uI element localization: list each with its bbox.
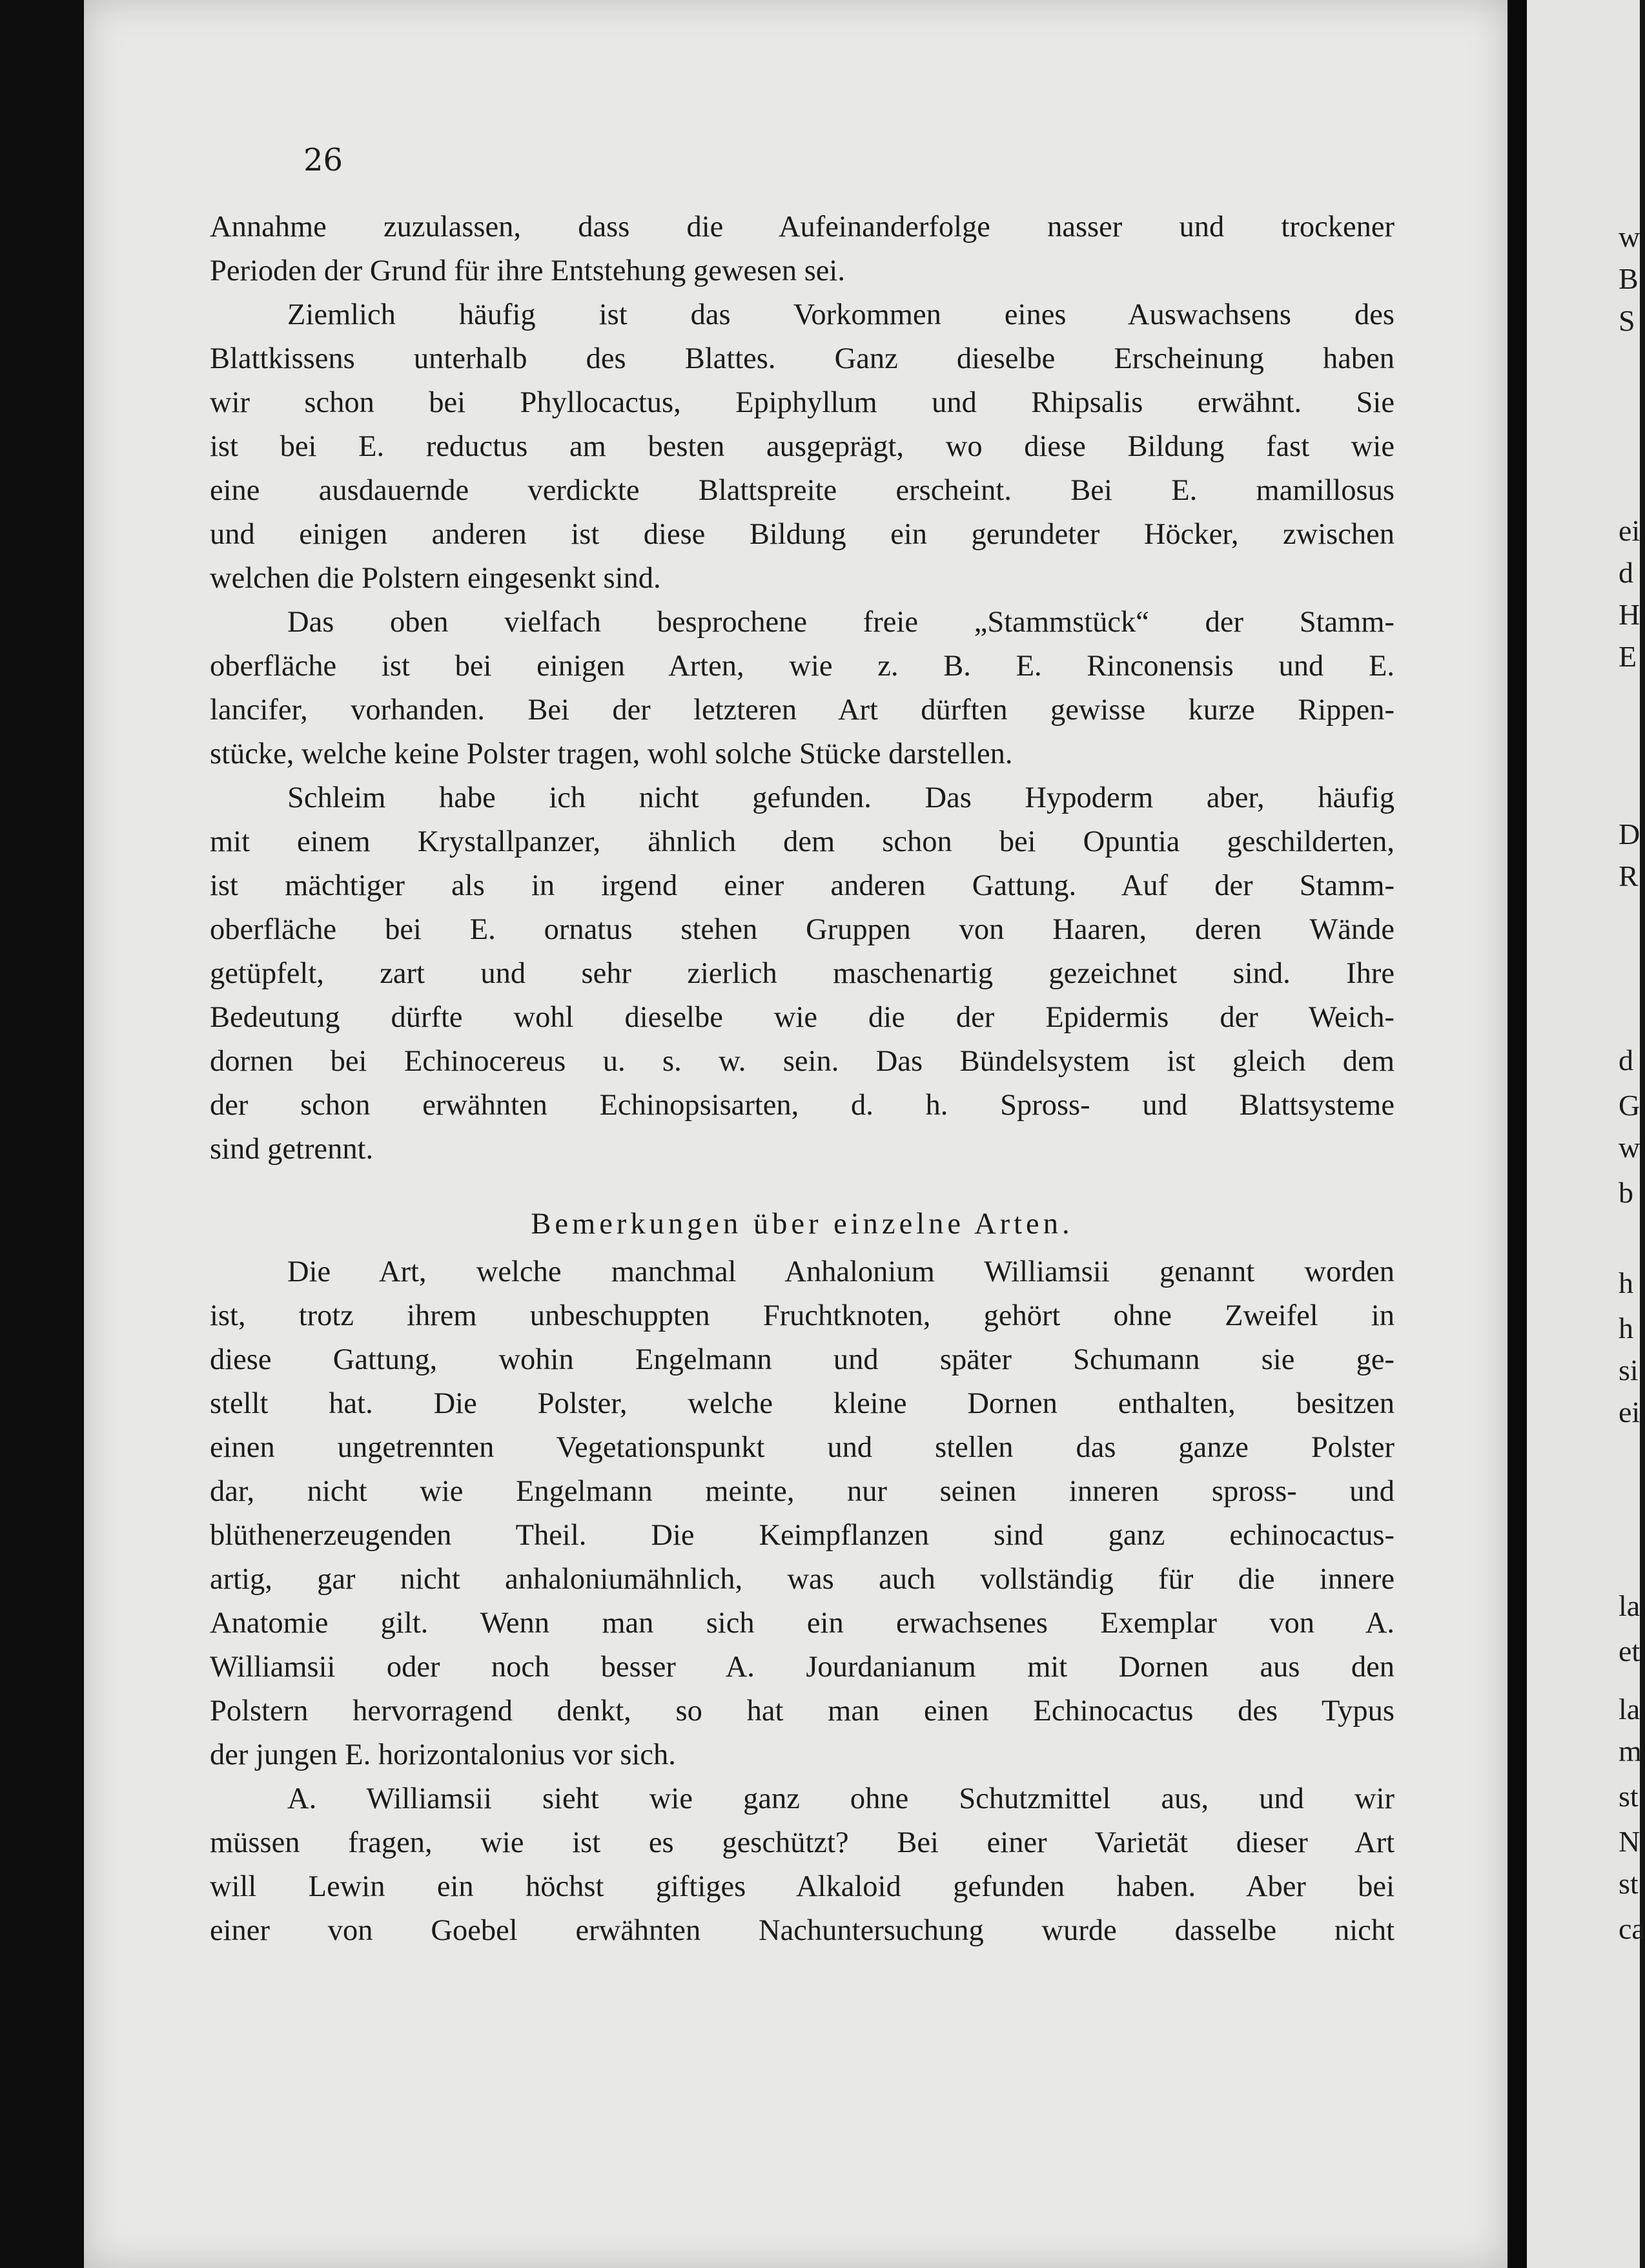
next-page-fragment: B [1619, 262, 1639, 295]
text-line: Annahme zuzulassen, dass die Aufeinanderfolge nasser und trockener [210, 211, 1395, 243]
next-page-fragment: la [1619, 1693, 1640, 1726]
text-line: Bedeutung dürfte wohl dieselbe wie die der Epidermis der Weich- [210, 1001, 1395, 1034]
next-page-fragment: st [1619, 1867, 1639, 1900]
text-line: diese Gattung, wohin Engelmann und später Schumann sie ge- [210, 1343, 1395, 1376]
text-line: einen ungetrennten Vegetationspunkt und stellen das ganze Polster [210, 1431, 1395, 1464]
next-page-fragment: ei [1619, 1396, 1640, 1428]
next-page-fragment: h [1619, 1266, 1633, 1299]
text-line: Williamsii oder noch besser A. Jourdanianum mit Dornen aus den [210, 1651, 1395, 1684]
next-page-fragment: ei [1619, 514, 1640, 547]
next-page-fragment: R [1619, 860, 1639, 892]
text-line: dar, nicht wie Engelmann meinte, nur seinen inneren spross- und [210, 1475, 1395, 1508]
text-line: getüpfelt, zart und sehr zierlich maschenartig gezeichnet sind. Ihre [210, 957, 1395, 990]
book-gutter [1507, 0, 1527, 2268]
text-line: der schon erwähnten Echinopsisarten, d. h. Spross- und Blattsysteme [210, 1089, 1395, 1122]
next-page-fragment: D [1619, 818, 1640, 850]
text-line: Schleim habe ich nicht gefunden. Das Hypoderm aber, häufig [287, 781, 1395, 814]
next-page-fragment: ca [1619, 1912, 1645, 1945]
text-line: Anatomie gilt. Wenn man sich ein erwachsenes Exemplar von A. [210, 1607, 1395, 1640]
next-page-fragment: E [1619, 640, 1637, 673]
text-line: oberfläche bei E. ornatus stehen Gruppen von Haaren, deren Wände [210, 913, 1395, 946]
next-page-fragment: N [1619, 1825, 1640, 1858]
text-line: mit einem Krystallpanzer, ähnlich dem schon bei Opuntia geschilderten, [210, 825, 1395, 858]
text-line: und einigen anderen ist diese Bildung ein gerundeter Höcker, zwischen [210, 518, 1395, 551]
next-page-fragment: S [1619, 304, 1635, 337]
next-page-fragment: w [1619, 1131, 1640, 1164]
next-page-fragment: H [1619, 598, 1640, 631]
next-page-fragment: G [1619, 1089, 1640, 1122]
next-page-fragment: d [1619, 556, 1633, 589]
next-page-fragment: b [1619, 1176, 1633, 1209]
next-page-fragment: la [1619, 1589, 1640, 1622]
text-line: lancifer, vorhanden. Bei der letzteren Art dürften gewisse kurze Rippen- [210, 694, 1395, 727]
section-heading: Bemerkungen über einzelne Arten. [531, 1208, 1074, 1241]
text-line: ist, trotz ihrem unbeschuppten Fruchtknoten, gehört ohne Zweifel in [210, 1299, 1395, 1332]
text-line: sind getrennt. [210, 1133, 374, 1166]
text-line: müssen fragen, wie ist es geschützt? Bei einer Varietät dieser Art [210, 1826, 1395, 1859]
text-line: will Lewin ein höchst giftiges Alkaloid gefunden haben. Aber bei [210, 1870, 1395, 1903]
next-page-fragment: d [1619, 1044, 1633, 1077]
text-line: ist bei E. reductus am besten ausgeprägt, wo diese Bildung fast wie [210, 430, 1395, 463]
text-line: wir schon bei Phyllocactus, Epiphyllum und Rhipsalis erwähnt. Sie [210, 386, 1395, 419]
next-page-edge [1527, 0, 1645, 2268]
text-line: artig, gar nicht anhaloniumähnlich, was auch vollständig für die innere [210, 1563, 1395, 1596]
page-number: 26 [303, 142, 343, 178]
text-line: dornen bei Echinocereus u. s. w. sein. Das Bündelsystem ist gleich dem [210, 1045, 1395, 1078]
next-page-fragment: h [1619, 1312, 1633, 1345]
next-page-fragment: si [1619, 1354, 1639, 1387]
text-line: Das oben vielfach besprochene freie „Stammstück“ der Stamm- [287, 606, 1395, 639]
next-page-fragment: st [1619, 1780, 1639, 1813]
text-line: Polstern hervorragend denkt, so hat man einen Echinocactus des Typus [210, 1695, 1395, 1727]
text-line: Ziemlich häufig ist das Vorkommen eines Auswachsens des [287, 298, 1395, 331]
text-line: oberfläche ist bei einigen Arten, wie z. B. E. Rinconensis und E. [210, 650, 1395, 683]
text-line: A. Williamsii sieht wie ganz ohne Schutzmittel aus, und wir [287, 1782, 1395, 1815]
next-page-fragment: et [1619, 1634, 1640, 1667]
text-line: Blattkissens unterhalb des Blattes. Ganz dieselbe Erscheinung haben [210, 342, 1395, 375]
text-line: welchen die Polstern eingesenkt sind. [210, 562, 661, 595]
text-line: Perioden der Grund für ihre Entstehung gewesen sei. [210, 254, 845, 287]
body-text [210, 205, 1395, 1953]
text-line: stücke, welche keine Polster tragen, wohl solche Stücke darstellen. [210, 737, 1013, 770]
text-line: eine ausdauernde verdickte Blattspreite erscheint. Bei E. mamillosus [210, 474, 1395, 507]
next-page-fragment: m [1619, 1735, 1642, 1768]
text-line: Die Art, welche manchmal Anhalonium Williamsii genannt worden [287, 1255, 1395, 1288]
text-line: stellt hat. Die Polster, welche kleine Dornen enthalten, besitzen [210, 1387, 1395, 1420]
scan-border-left [0, 0, 84, 2268]
next-page-fragment: w [1619, 220, 1640, 253]
text-line: blüthenerzeugenden Theil. Die Keimpflanzen sind ganz echinocactus- [210, 1519, 1395, 1552]
text-line: einer von Goebel erwähnten Nachuntersuchung wurde dasselbe nicht [210, 1914, 1395, 1947]
text-line: ist mächtiger als in irgend einer anderen Gattung. Auf der Stamm- [210, 869, 1395, 902]
text-line: der jungen E. horizontalonius vor sich. [210, 1738, 676, 1771]
